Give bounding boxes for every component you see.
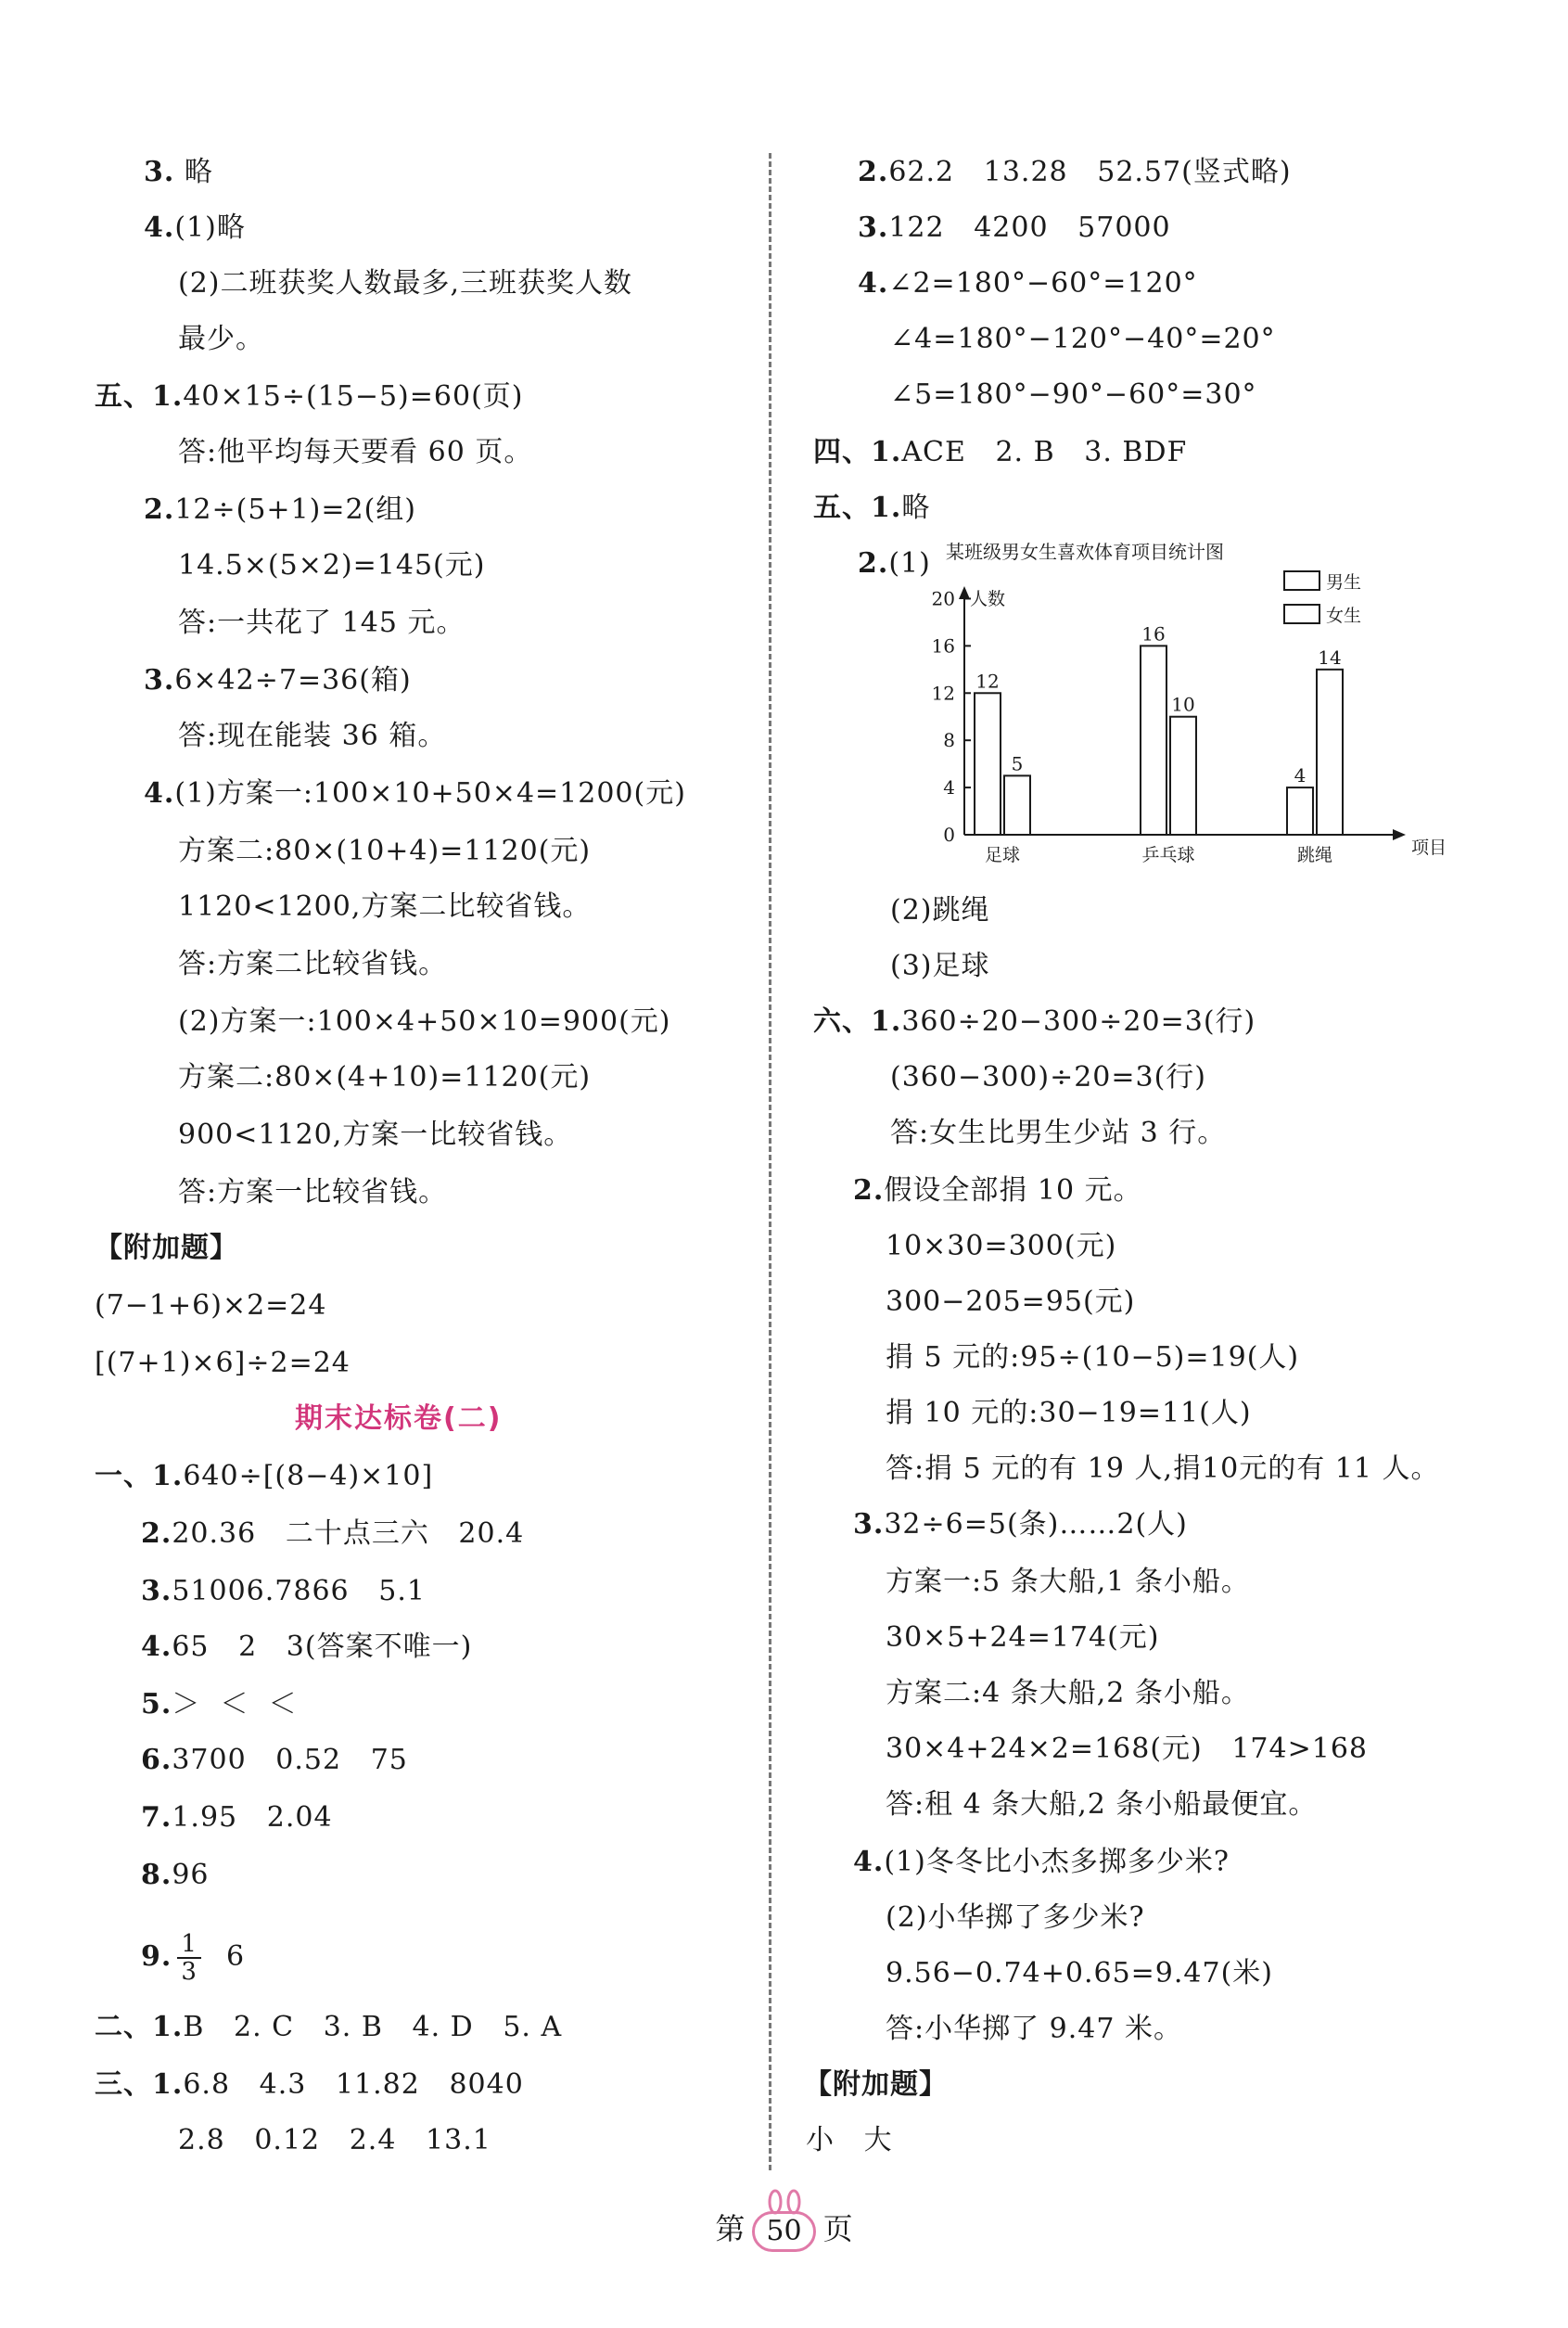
answer-line: 五、1.略 xyxy=(813,492,931,524)
y-tick-label: 8 xyxy=(943,729,955,752)
x-axis-arrow xyxy=(1393,829,1406,840)
answer-line: (2)跳绳 xyxy=(890,894,990,927)
answer-line: (360−300)÷20=3(行) xyxy=(890,1061,1207,1094)
answer-line: 答:方案二比较省钱。 xyxy=(178,948,448,980)
bar-chart xyxy=(918,538,1447,890)
answer-line: 捐 5 元的:95÷(10−5)=19(人) xyxy=(886,1341,1300,1374)
chart-title: 某班级男女生喜欢体育项目统计图 xyxy=(946,541,1224,563)
answer-line: 5.＞ ＜ ＜ xyxy=(141,1688,298,1720)
bunny-ears-icon xyxy=(761,2189,808,2213)
answer-line: ∠5=180°−90°−60°=30° xyxy=(890,378,1257,411)
answer-line: 30×5+24=174(元) xyxy=(886,1621,1160,1654)
bar-data-label: 5 xyxy=(1011,752,1024,775)
page-footer xyxy=(0,2206,1568,2252)
answer-line: 2.20.36 二十点三六 20.4 xyxy=(141,1517,525,1550)
answer-line: 方案二:80×(10+4)=1120(元) xyxy=(178,835,592,867)
answer-line: 300−205=95(元) xyxy=(886,1286,1136,1318)
answer-line: 8.96 xyxy=(141,1859,210,1891)
answer-line: 六、1.360÷20−300÷20=3(行) xyxy=(813,1005,1256,1038)
answer-line: 小 大 xyxy=(806,2124,893,2156)
answer-line: 答:捐 5 元的有 19 人,捐10元的有 11 人。 xyxy=(886,1452,1440,1485)
answer-line: (3)足球 xyxy=(890,950,990,982)
answer-line: 3.122 4200 57000 xyxy=(858,211,1171,244)
legend-swatch xyxy=(1284,571,1319,590)
page-prefix: 第 xyxy=(715,2211,746,2246)
answer-line: 五、1.40×15÷(15−5)=60(页) xyxy=(95,380,524,413)
bar-data-label: 10 xyxy=(1171,693,1195,716)
answer-line: ∠4=180°−120°−40°=20° xyxy=(890,323,1276,355)
y-axis-arrow xyxy=(959,586,970,599)
x-tick-label: 足球 xyxy=(984,845,1021,865)
y-tick-label: 16 xyxy=(931,634,955,658)
section-title: 期末达标卷(二) xyxy=(295,1402,503,1435)
x-tick-label: 跳绳 xyxy=(1296,845,1333,865)
legend-swatch xyxy=(1284,605,1319,623)
answer-line: (2)小华掷了多少米? xyxy=(886,1901,1145,1934)
answer-line: 3.32÷6=5(条)……2(人) xyxy=(853,1508,1188,1541)
answer-line: (2)二班获奖人数最多,三班获奖人数 xyxy=(178,267,633,300)
bar-boys xyxy=(975,693,1001,835)
y-tick-label: 20 xyxy=(931,587,955,610)
answer-line: 答:小华掷了 9.47 米。 xyxy=(886,2013,1182,2045)
fraction: $\frac{1}{3}$ xyxy=(177,1931,201,1985)
answer-line: 4.65 2 3(答案不唯一) xyxy=(141,1631,473,1663)
page-suffix: 页 xyxy=(822,2211,853,2246)
answer-line: 9. $\frac{1}{3}$ 6 xyxy=(141,1930,246,1986)
answer-line: 2.8 0.12 2.4 13.1 xyxy=(178,2124,491,2156)
answer-line: 2.(1) xyxy=(858,547,931,580)
answer-line: 方案一:5 条大船,1 条小船。 xyxy=(886,1566,1250,1598)
bar-girls xyxy=(1170,717,1196,835)
bar-data-label: 16 xyxy=(1141,622,1166,646)
answer-line: 答:女生比男生少站 3 行。 xyxy=(890,1117,1227,1149)
y-axis-label: 人数 xyxy=(970,589,1006,609)
legend-label: 女生 xyxy=(1326,606,1362,626)
answer-line: 2.假设全部捐 10 元。 xyxy=(853,1174,1142,1207)
y-tick-label: 0 xyxy=(943,824,955,846)
answer-line: 二、1.B 2. C 3. B 4. D 5. A xyxy=(95,2011,563,2043)
answer-line: 7.1.95 2.04 xyxy=(141,1801,333,1834)
bar-boys xyxy=(1141,646,1166,835)
answer-line: 9.56−0.74+0.65=9.47(米) xyxy=(886,1957,1274,1989)
answer-line: 答:他平均每天要看 60 页。 xyxy=(178,436,533,468)
answer-line: 30×4+24×2=168(元) 174>168 xyxy=(886,1733,1369,1765)
answer-line: 一、1.640÷[(8−4)×10] xyxy=(95,1460,434,1492)
answer-line: 四、1.ACE 2. B 3. BDF xyxy=(813,436,1188,468)
answer-line: 方案二:80×(4+10)=1120(元) xyxy=(178,1061,592,1094)
column-divider xyxy=(769,153,771,2170)
answer-line: 4.(1)方案一:100×10+50×4=1200(元) xyxy=(144,777,686,810)
answer-line: 3. 略 xyxy=(144,156,213,188)
bar-data-label: 14 xyxy=(1318,646,1342,669)
answer-line: 4.(1)冬冬比小杰多掷多少米? xyxy=(853,1846,1230,1878)
bonus-heading: 【附加题】 xyxy=(804,2068,948,2101)
answer-line: 三、1.6.8 4.3 11.82 8040 xyxy=(95,2068,524,2101)
answer-line: 10×30=300(元) xyxy=(886,1230,1117,1262)
answer-line: 4.(1)略 xyxy=(144,211,246,244)
page-number-badge xyxy=(745,2211,822,2252)
answer-line: 6.3700 0.52 75 xyxy=(141,1744,408,1776)
bar-girls xyxy=(1317,670,1343,835)
page-number: 50 xyxy=(752,2211,815,2252)
x-axis-label: 项目 xyxy=(1411,838,1447,858)
answer-line: [(7+1)×6]÷2=24 xyxy=(95,1347,351,1379)
bonus-heading: 【附加题】 xyxy=(95,1232,238,1264)
answer-line: 答:方案一比较省钱。 xyxy=(178,1176,448,1209)
bar-girls xyxy=(1004,775,1030,835)
bar-boys xyxy=(1287,787,1313,835)
x-tick-label: 乒乓球 xyxy=(1141,845,1195,865)
answer-line: (2)方案一:100×4+50×10=900(元) xyxy=(178,1005,671,1038)
answer-line: 4.∠2=180°−60°=120° xyxy=(858,267,1198,300)
answer-line: 最少。 xyxy=(178,323,264,355)
answer-line: 答:现在能装 36 箱。 xyxy=(178,720,447,752)
answer-line: 2.62.2 13.28 52.57(竖式略) xyxy=(858,156,1292,188)
answer-line: 捐 10 元的:30−19=11(人) xyxy=(886,1397,1252,1429)
y-tick-label: 12 xyxy=(931,682,955,705)
answer-line: 3.51006.7866 5.1 xyxy=(141,1575,426,1607)
answer-line: 答:一共花了 145 元。 xyxy=(178,607,465,639)
answer-line: 1120<1200,方案二比较省钱。 xyxy=(178,890,592,923)
answer-line: 方案二:4 条大船,2 条小船。 xyxy=(886,1677,1250,1709)
y-tick-label: 4 xyxy=(943,776,955,799)
legend-label: 男生 xyxy=(1326,572,1362,593)
answer-line: 2.12÷(5+1)=2(组) xyxy=(144,493,416,526)
answer-line: (7−1+6)×2=24 xyxy=(95,1289,327,1322)
answer-line: 900<1120,方案一比较省钱。 xyxy=(178,1119,573,1151)
bar-data-label: 12 xyxy=(975,670,1000,693)
bar-data-label: 4 xyxy=(1294,764,1307,787)
answer-line: 答:租 4 条大船,2 条小船最便宜。 xyxy=(886,1788,1318,1821)
answer-line: 14.5×(5×2)=145(元) xyxy=(178,549,486,582)
answer-line: 3.6×42÷7=36(箱) xyxy=(144,664,412,697)
